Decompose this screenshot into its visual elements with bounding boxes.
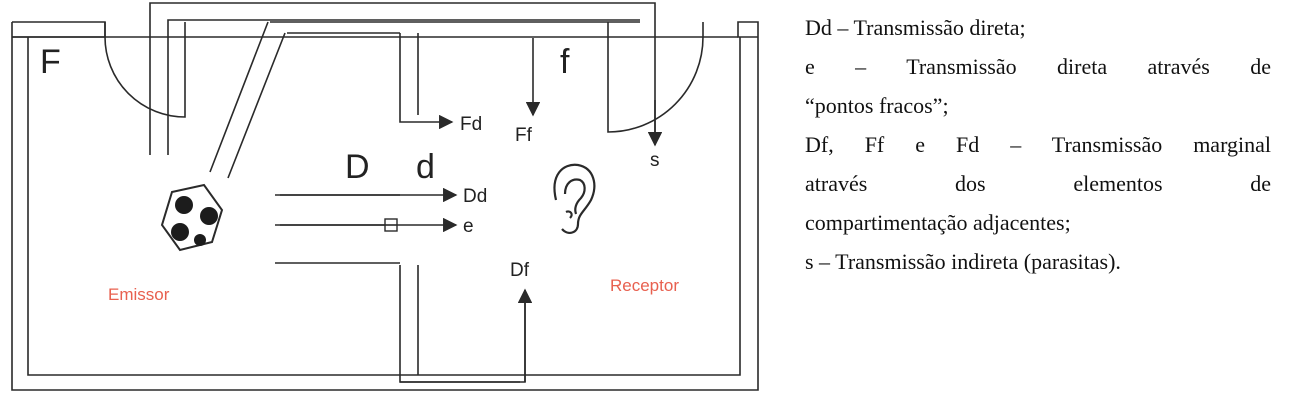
- separating-wall: [400, 33, 520, 382]
- legend-item-e-cont: “pontos fracos”;: [805, 93, 949, 118]
- label-s: s: [650, 150, 660, 171]
- top-wall-left: [12, 22, 105, 37]
- label-df: Df: [510, 260, 529, 281]
- receiving-room-name: Receptor: [610, 276, 679, 295]
- left-door-arc: [105, 37, 185, 117]
- source-room-letter: F: [40, 43, 61, 81]
- top-wall-middle: [185, 22, 608, 37]
- building-outline: [12, 22, 758, 390]
- outer-wall-inner-line: [28, 37, 740, 375]
- label-e: e: [463, 216, 474, 237]
- separating-wall-source-letter: D: [345, 148, 370, 186]
- label-fd: Fd: [460, 114, 483, 135]
- legend-item-dd: Dd – Transmissão direta;: [805, 15, 1026, 40]
- legend-item-flanking: Df, Ff e Fd – Transmissão marginal: [805, 132, 1271, 157]
- dodecahedron-speaker-icon: [162, 185, 222, 250]
- separating-wall-receiving-letter: d: [416, 148, 435, 186]
- source-room-name: Emissor: [108, 285, 170, 304]
- legend-item-s: s – Transmissão indireta (parasitas).: [805, 249, 1121, 274]
- arrow-fd: [400, 115, 452, 122]
- ear-icon: [555, 165, 595, 233]
- label-ff: Ff: [515, 125, 532, 146]
- legend: [805, 8, 1271, 281]
- legend-item-flanking-cont: através dos elementos de: [805, 171, 1271, 196]
- legend-item-flanking-end: compartimentação adjacentes;: [805, 210, 1071, 235]
- legend-item-e: e – Transmissão direta através de: [805, 54, 1271, 79]
- label-dd: Dd: [463, 186, 488, 207]
- top-wall-right: [703, 22, 738, 37]
- source-room-partition: [275, 195, 400, 263]
- receiving-room-letter: f: [560, 43, 570, 81]
